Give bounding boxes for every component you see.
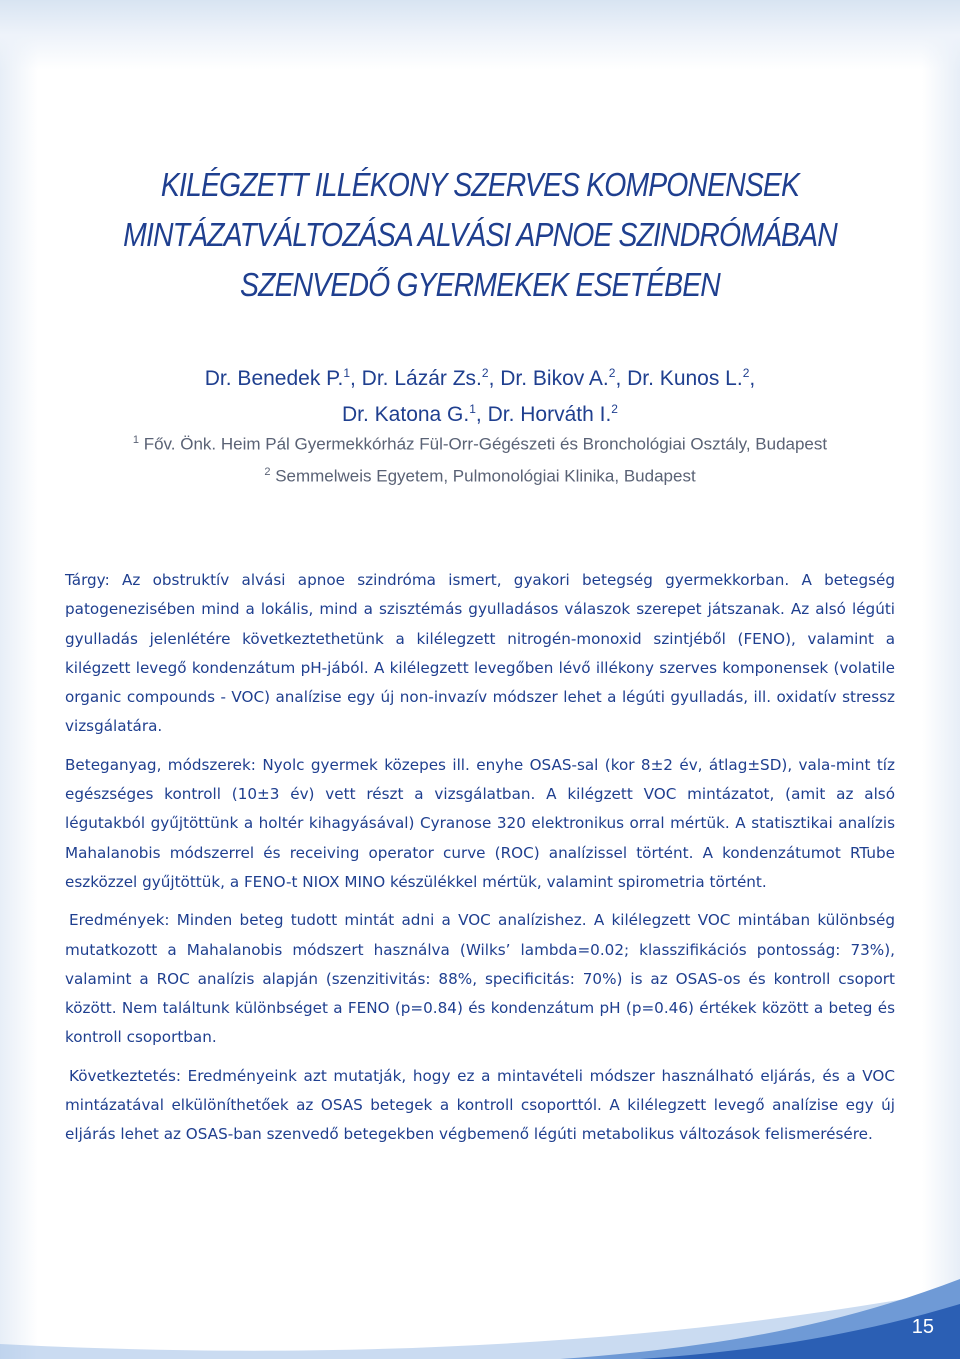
title-line-3: SZENVEDŐ GYERMEKEK ESETÉBEN (240, 266, 720, 303)
author-kunos: , Dr. Kunos L. (615, 367, 743, 390)
author-lazar: , Dr. Lázár Zs. (350, 367, 482, 390)
author-list (60, 358, 900, 430)
author-separator: , (749, 367, 756, 390)
affiliation-marker: 2 (608, 366, 616, 380)
author-bikov: , Dr. Bikov A. (488, 367, 609, 390)
author-katona: Dr. Katona G. (342, 403, 470, 426)
affiliation-marker: 2 (742, 366, 750, 380)
affiliation-number: 1 (132, 434, 139, 446)
article-title (119, 160, 841, 310)
author-line-2 (60, 394, 900, 430)
abstract-body (65, 566, 895, 1159)
page-number: 15 (911, 1316, 934, 1338)
affiliation-number: 2 (264, 466, 271, 478)
affiliation-marker: 1 (343, 366, 350, 380)
author-horvath: , Dr. Horváth I. (475, 403, 612, 426)
affiliation-text: Semmelweis Egyetem, Pulmonológiai Klinika, Budapest (275, 466, 696, 486)
bottom-wave-decoration (0, 1229, 960, 1359)
author-benedek: Dr. Benedek P. (204, 367, 344, 390)
affiliation-marker: 2 (481, 366, 489, 380)
abstract-methods: Beteganyag, módszerek: Nyolc gyermek közepes ill. enyhe OSAS-sal (kor 8±2 év, átlag±SD), vala-mint tíz egészséges kontroll (10±3 év) vett részt a vizsgálatban. A kilégzett VOC mintázatot, (amit az alsó légutakból gyűjtöttünk a holtér kihagyásával) Cyranose 320 elektronikus orral mértük. A statisztikai analízis Mahalanobis módszerrel és receiving operator curve (ROC) analízissel történt. A kondenzátumot RTube eszközzel gyűjtöttük, a FENO-t NIOX MINO készülékkel mértük, valamint spirometria történt. (65, 755, 895, 891)
title-line-1: KILÉGZETT ILLÉKONY SZERVES KOMPONENSEK (160, 166, 800, 203)
top-gradient (0, 0, 960, 70)
affiliation-marker: 2 (611, 402, 618, 416)
title-line-2: MINTÁZATVÁLTOZÁSA ALVÁSI APNOE SZINDRÓMÁBAN (123, 216, 837, 253)
affiliation-marker: 1 (469, 402, 476, 416)
abstract-objective: Tárgy: Az obstruktív alvási apnoe szindróma ismert, gyakori betegség gyermekkorban. A betegség patogenezisében mind a lokális, mind a szisztémás gyulladásos válaszok szerepet játszanak. Az alsó légúti gyulladás jelenlétére következtethetünk a kilélegzett nitrogén-monoxid szintjéből (FENO), valamint a kilégzett levegő kondenzátum pH-jából. A kilélegzett levegőben lévő illékony szerves komponensek (volatile organic compounds - VOC) analízise egy új non-invazív módszer lehet a légúti gyulladás, ill. oxidatív stressz vizsgálatára. (65, 571, 895, 736)
affiliation-1 (60, 427, 900, 458)
abstract-results: Eredmények: Minden beteg tudott mintát adni a VOC analízishez. A kilélegzett VOC mintában különbség mutatkozott a Mahalanobis módszert használva (Wilks’ lambda=0.02; klasszifikációs pontosság: 73%), valamint a ROC analízis alapján (szenzitivitás: 88%, specificitás: 70%) is az OSAS-os és kontroll csoport között. Nem találtunk különbséget a FENO (p=0.84) és kondenzátum pH (p=0.46) értékek között a beteg és kontroll csoportban. (65, 911, 895, 1047)
abstract-conclusion: Következtetés: Eredményeink azt mutatják, hogy ez a mintavételi módszer használható eljárás, és a VOC mintázatával elkülöníthetőek az OSAS betegek a kontroll csoporttól. A kilélegzett levegő analízise egy új eljárás lehet az OSAS-ban szenvedő betegekben végbemenő légúti metabolikus változások felismerésére. (65, 1066, 895, 1144)
affiliation-text: Főv. Önk. Heim Pál Gyermekkórház Fül-Orr-Gégészeti és Bronchológiai Osztály, Budapest (143, 434, 828, 454)
affiliation-2 (60, 459, 900, 490)
author-line-1 (60, 358, 900, 394)
